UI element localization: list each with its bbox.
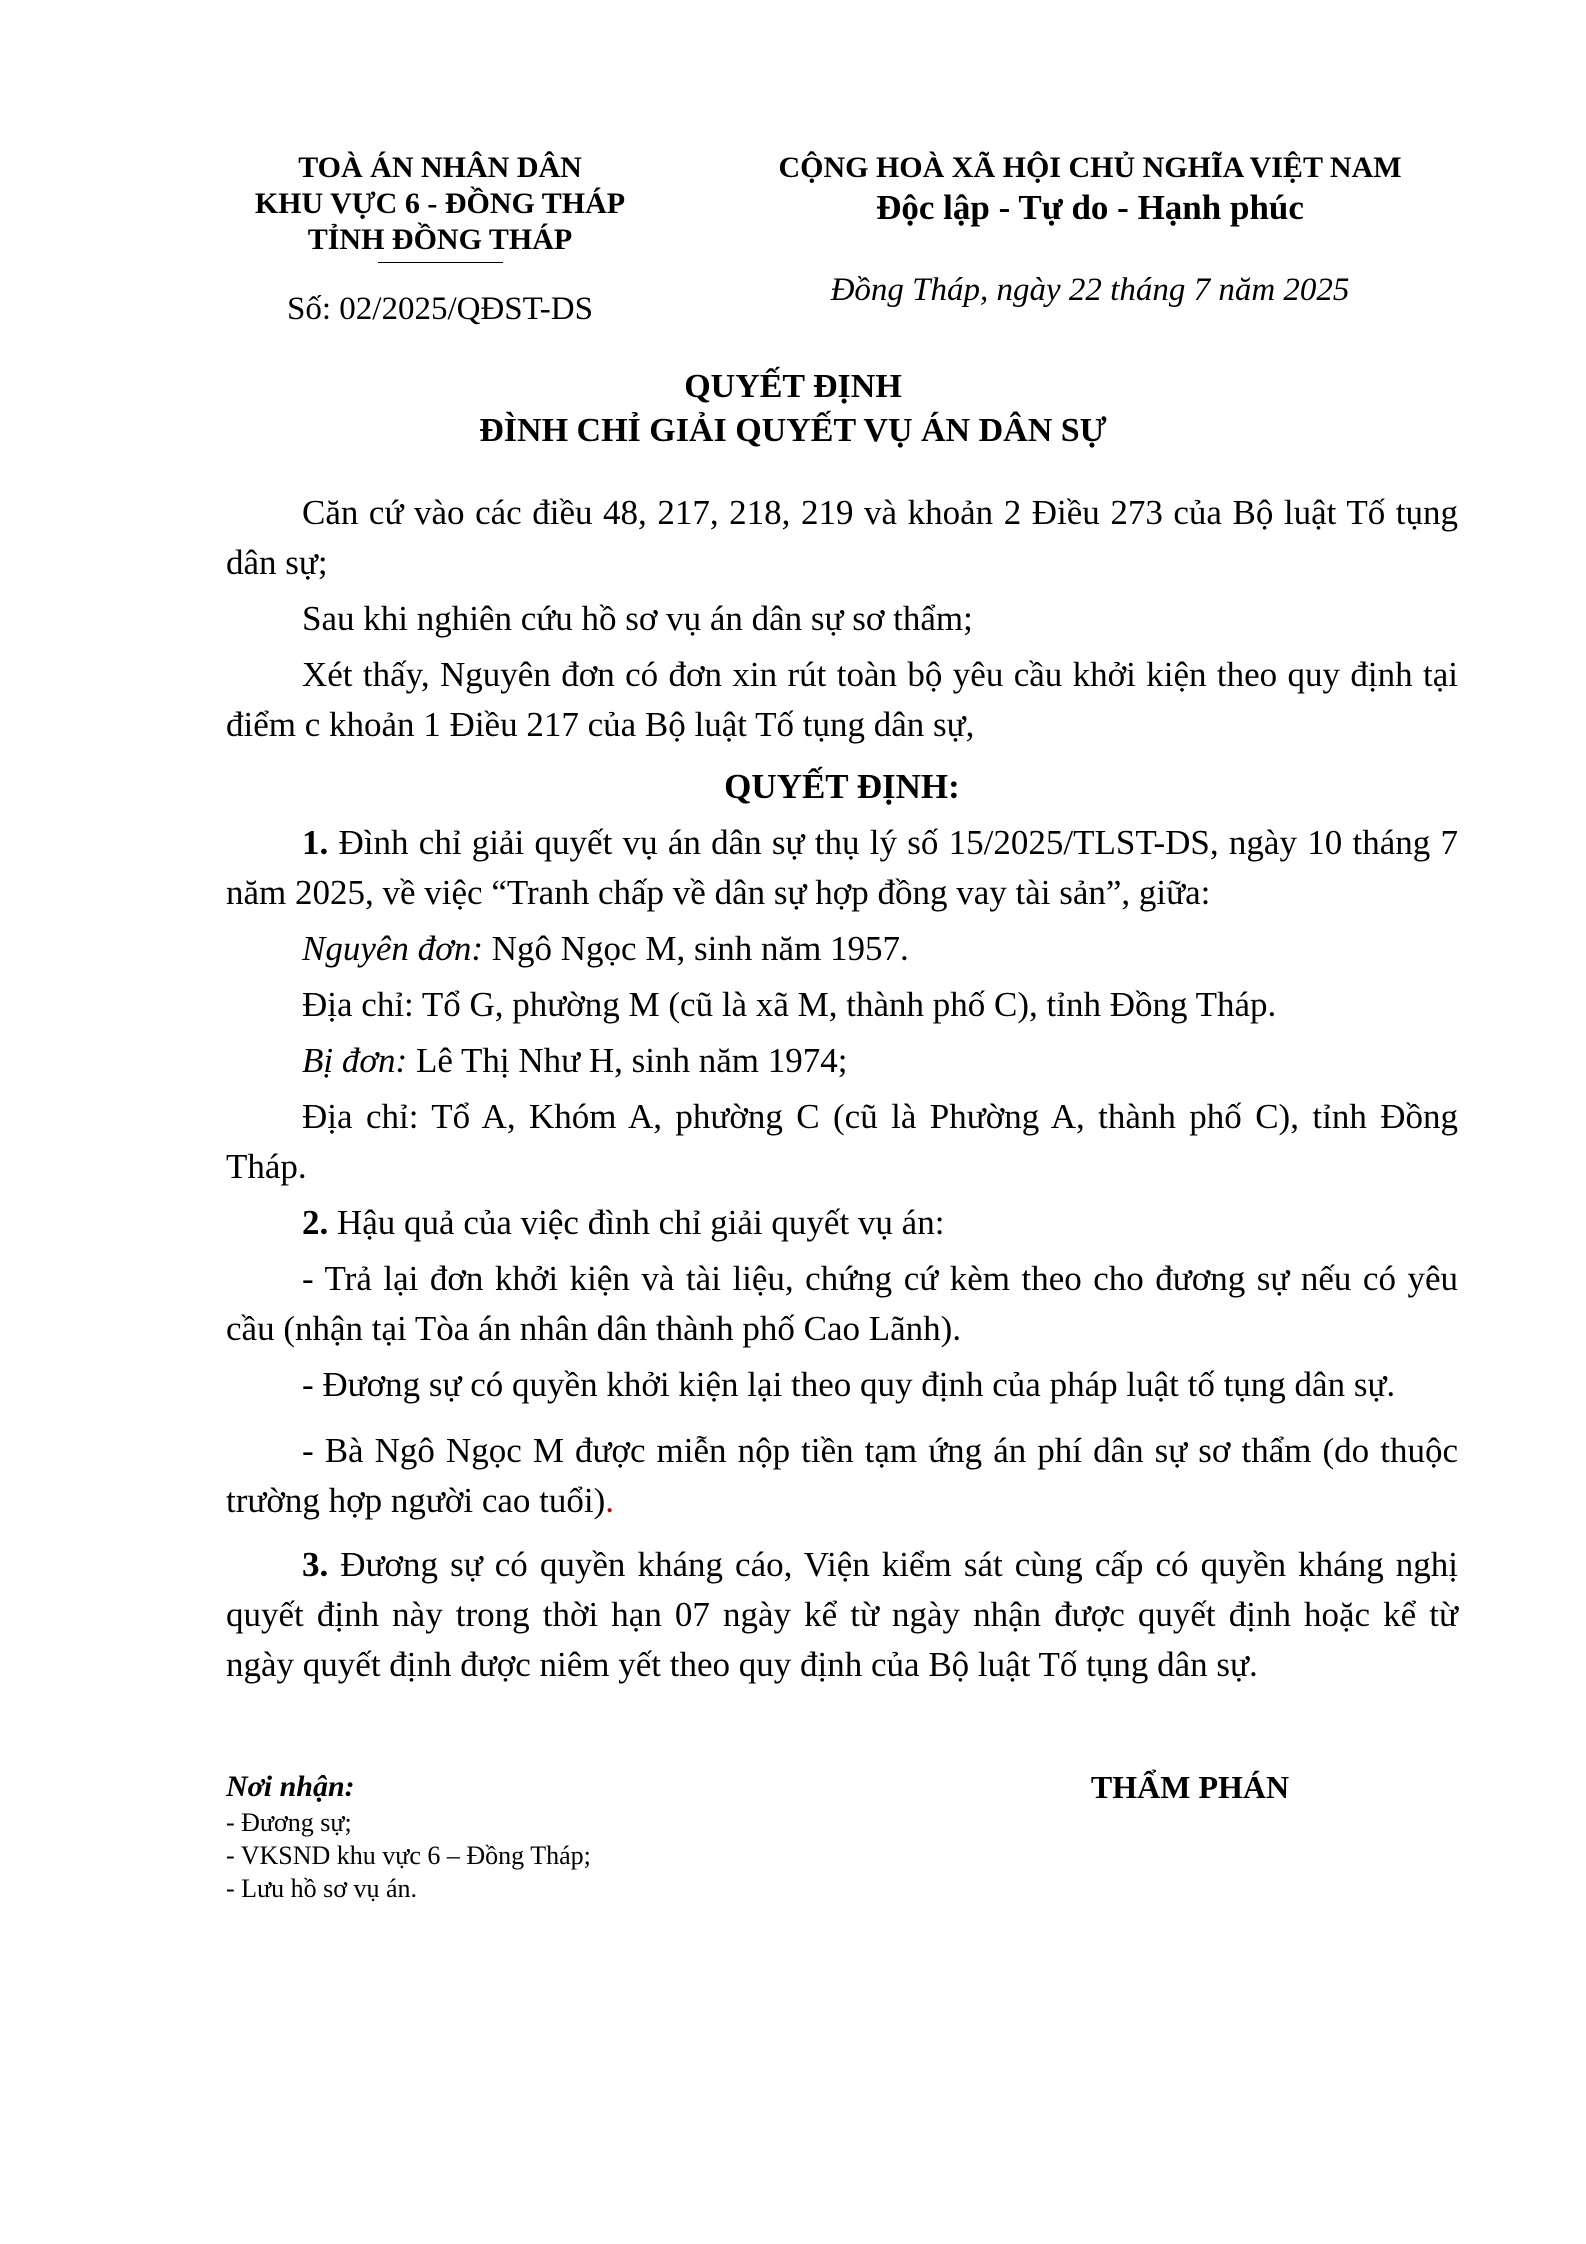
- document-title: [0, 365, 1586, 453]
- item-2-number: 2.: [302, 1203, 329, 1242]
- item-2-bullet-3: [226, 1426, 1458, 1526]
- item-1: [226, 818, 1458, 918]
- court-name-line2: KHU VỰC 6 - ĐỒNG THÁP: [254, 187, 626, 220]
- defendant-address: Địa chỉ: Tổ A, Khóm A, phường C (cũ là Phường A, thành phố C), tỉnh Đồng Tháp.: [226, 1097, 1458, 1186]
- recipients-block: [226, 1768, 826, 1905]
- national-header: [700, 150, 1480, 309]
- recipient-item: - Lưu hồ sơ vụ án.: [226, 1874, 418, 1903]
- national-motto: Độc lập - Tự do - Hạnh phúc: [876, 188, 1304, 227]
- header-divider: [378, 262, 503, 263]
- item-2: [226, 1198, 1458, 1248]
- item-3: [226, 1540, 1458, 1690]
- defendant: [226, 1036, 1458, 1086]
- item-1-text: Đình chỉ giải quyết vụ án dân sự thụ lý số 15/2025/TLST-DS, ngày 10 tháng 7 năm 2025, về việc “Tranh chấp về dân sự hợp đồng vay tài sản”, giữa:: [226, 823, 1458, 912]
- plaintiff: [226, 924, 1458, 974]
- document-number: Số: 02/2025/QĐST-DS: [287, 291, 593, 327]
- preamble-consideration: Xét thấy, Nguyên đơn có đơn xin rút toàn bộ yêu cầu khởi kiện theo quy định tại điểm c khoản 1 Điều 217 của Bộ luật Tố tụng dân sự,: [226, 655, 1458, 744]
- court-name-line3: TỈNH ĐỒNG THÁP: [307, 223, 573, 256]
- document-date: Đồng Tháp, ngày 22 tháng 7 năm 2025: [830, 272, 1350, 308]
- court-header: [200, 150, 680, 327]
- recipients-title: Nơi nhận:: [226, 1770, 355, 1803]
- item-2-bullet-1: - Trả lại đơn khởi kiện và tài liệu, chứng cứ kèm theo cho đương sự nếu có yêu cầu (nhận tại Tòa án nhân dân thành phố Cao Lãnh).: [226, 1259, 1458, 1348]
- national-title: CỘNG HOÀ XÃ HỘI CHỦ NGHĨA VIỆT NAM: [778, 151, 1402, 184]
- preamble-basis: Căn cứ vào các điều 48, 217, 218, 219 và khoản 2 Điều 273 của Bộ luật Tố tụng dân sự;: [226, 493, 1458, 582]
- signature-title: THẨM PHÁN: [1090, 1769, 1290, 1805]
- plaintiff-label: Nguyên đơn:: [302, 929, 483, 968]
- document-body: [226, 488, 1458, 1690]
- plaintiff-address: Địa chỉ: Tổ G, phường M (cũ là xã M, thành phố C), tỉnh Đồng Tháp.: [302, 985, 1277, 1024]
- title-line1: QUYẾT ĐỊNH: [684, 368, 902, 405]
- item-2-bullet-3-period: .: [605, 1481, 614, 1520]
- item-1-number: 1.: [302, 823, 329, 862]
- item-2-bullet-3-text: - Bà Ngô Ngọc M được miễn nộp tiền tạm ứng án phí dân sự sơ thẩm (do thuộc trường hợp người cao tuổi): [226, 1431, 1458, 1520]
- defendant-label: Bị đơn:: [302, 1041, 408, 1080]
- court-name-line1: TOÀ ÁN NHÂN DÂN: [298, 151, 582, 184]
- decision-heading: QUYẾT ĐỊNH:: [724, 767, 960, 806]
- title-line2: ĐÌNH CHỈ GIẢI QUYẾT VỤ ÁN DÂN SỰ: [479, 412, 1107, 449]
- item-2-bullet-2: - Đương sự có quyền khởi kiện lại theo quy định của pháp luật tố tụng dân sự.: [302, 1365, 1396, 1404]
- item-2-text: Hậu quả của việc đình chỉ giải quyết vụ án:: [328, 1203, 945, 1242]
- preamble-study: Sau khi nghiên cứu hồ sơ vụ án dân sự sơ thẩm;: [302, 599, 973, 638]
- item-3-number: 3.: [302, 1545, 329, 1584]
- recipient-item: - VKSND khu vực 6 – Đồng Tháp;: [226, 1841, 591, 1870]
- defendant-name: Lê Thị Như H, sinh năm 1974;: [407, 1041, 848, 1080]
- plaintiff-name: Ngô Ngọc M, sinh năm 1957.: [483, 929, 909, 968]
- item-3-text: Đương sự có quyền kháng cáo, Viện kiểm sát cùng cấp có quyền kháng nghị quyết định này trong thời hạn 07 ngày kể từ ngày nhận được quyết định hoặc kể từ ngày quyết định được niêm yết theo quy định của Bộ luật Tố tụng dân sự.: [226, 1545, 1458, 1684]
- recipient-item: - Đương sự;: [226, 1808, 352, 1837]
